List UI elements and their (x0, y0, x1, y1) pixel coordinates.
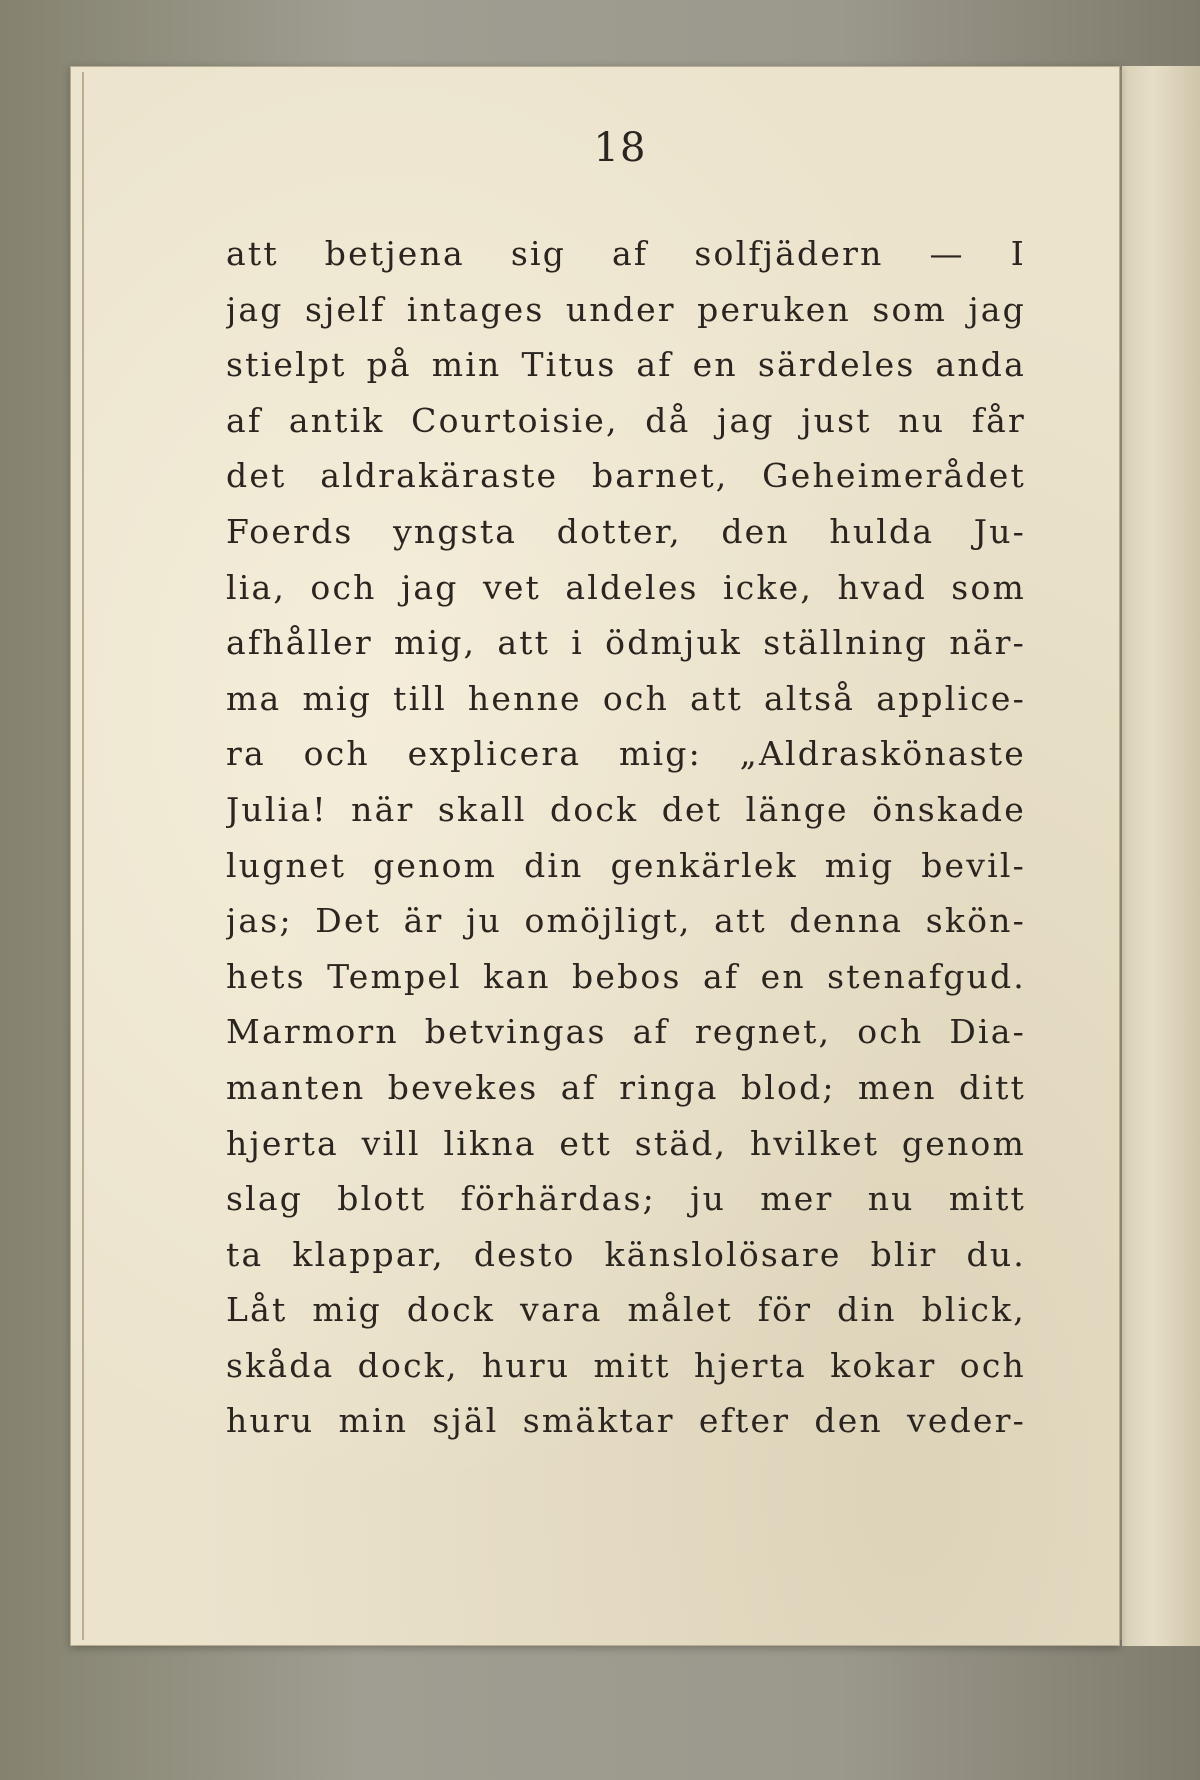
page-edge-line (82, 72, 84, 1640)
text-line: ma mig till henne och att altså applice- (226, 678, 1026, 718)
text-line: ra och explicera mig: „Aldraskönaste (226, 734, 1026, 774)
text-line: stielpt på min Titus af en särdeles anda (226, 345, 1026, 385)
text-line: det aldrakäraste barnet, Geheimerådet (226, 456, 1026, 496)
text-line: ta klappar, desto känslolösare blir du. (226, 1234, 1026, 1274)
text-line: Julia! när skall dock det länge önskade (226, 789, 1026, 829)
text-line: att betjena sig af solfjädern — I (226, 234, 1026, 273)
text-line: Foerds yngsta dotter, den hulda Ju- (226, 511, 1026, 551)
page-fold (1120, 70, 1122, 1640)
text-line: hjerta vill likna ett städ, hvilket genom (226, 1123, 1026, 1163)
text-line: huru min själ smäktar efter den veder- (226, 1401, 1026, 1441)
body-text (226, 226, 1026, 1449)
page-number: 18 (593, 125, 647, 171)
text-line: slag blott förhärdas; ju mer nu mitt (226, 1179, 1026, 1219)
text-line: Låt mig dock vara målet för din blick, (226, 1290, 1026, 1330)
text-line: afhåller mig, att i ödmjuk ställning när- (226, 623, 1026, 663)
text-line: hets Tempel kan bebos af en stenafgud. (226, 956, 1026, 996)
text-line: skåda dock, huru mitt hjerta kokar och (226, 1345, 1026, 1385)
text-line: Marmorn betvingas af regnet, och Dia- (226, 1012, 1026, 1052)
text-line: lugnet genom din genkärlek mig bevil- (226, 845, 1026, 885)
text-line: lia, och jag vet aldeles icke, hvad som (226, 567, 1026, 607)
text-line: jas; Det är ju omöjligt, att denna skön- (226, 901, 1026, 941)
text-line: manten bevekes af ringa blod; men ditt (226, 1067, 1026, 1107)
text-line: af antik Courtoisie, då jag just nu får (226, 400, 1026, 440)
facing-page-edge (1122, 66, 1200, 1646)
text-line: jag sjelf intages under peruken som jag (226, 289, 1026, 329)
